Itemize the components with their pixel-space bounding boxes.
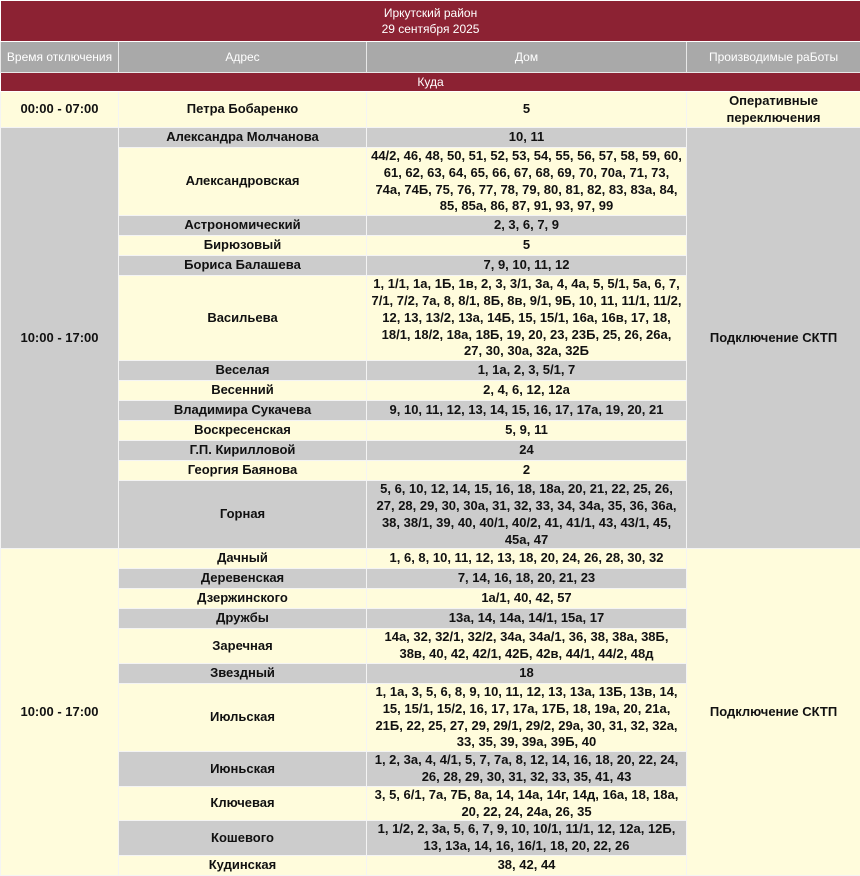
street-name: Дзержинского: [119, 589, 367, 609]
house-numbers: 1, 1/2, 2, 3а, 5, 6, 7, 9, 10, 10/1, 11/1, 12, 12а, 12Б, 13, 13а, 14, 16, 16/1, 18, 20, 22, 26: [367, 821, 687, 856]
house-numbers: 2, 4, 6, 12, 12а: [367, 381, 687, 401]
house-numbers: 2, 3, 6, 7, 9: [367, 216, 687, 236]
street-name: Дачный: [119, 549, 367, 569]
house-numbers: 44/2, 46, 48, 50, 51, 52, 53, 54, 55, 56, 57, 58, 59, 60, 61, 62, 63, 64, 65, 66, 67, 68, 69, 70, 70а, 71, 73, 74а, 74Б, 75, 76, 77, 78, 79, 80, 81, 82, 83, 83а, 84, 85, 85а, 86, 87, 91, 93, 97, 99: [367, 148, 687, 216]
street-name: Веселая: [119, 361, 367, 381]
street-name: Июльская: [119, 683, 367, 751]
table-row: [1, 128, 860, 148]
house-numbers: 7, 14, 16, 18, 20, 21, 23: [367, 569, 687, 589]
street-name: Ключевая: [119, 786, 367, 821]
column-header-time: Время отключения: [1, 42, 119, 73]
group-row: [1, 73, 860, 92]
house-numbers: 1, 1а, 3, 5, 6, 8, 9, 10, 11, 12, 13, 13а, 13Б, 13в, 14, 15, 15/1, 15/2, 16, 17, 17а, 17Б, 18, 19а, 20, 21а, 21Б, 22, 25, 27, 29, 29/1, 29/2, 29а, 30, 31, 32, 32а, 33, 35, 39, 39а, 39Б, 40: [367, 683, 687, 751]
street-name: Дружбы: [119, 609, 367, 629]
table-title: [1, 1, 860, 42]
table-row: [1, 549, 860, 569]
outage-time: 10:00 - 17:00: [1, 128, 119, 549]
street-name: Александра Молчанова: [119, 128, 367, 148]
house-numbers: 1а/1, 40, 42, 57: [367, 589, 687, 609]
street-name: Июньская: [119, 752, 367, 787]
house-numbers: 1, 1/1, 1а, 1Б, 1в, 2, 3, 3/1, 3а, 4, 4а, 5, 5/1, 5а, 6, 7, 7/1, 7/2, 7а, 8, 8/1, 8Б, 8в, 9/1, 9Б, 10, 11, 11/1, 11/2, 12, 13, 13/2, 13а, 14Б, 15, 15/1, 16а, 16в, 17, 18, 18/1, 18/2, 18а, 18Б, 19, 20, 23, 23Б, 25, 26, 26а, 27, 30, 30а, 32а, 32Б: [367, 276, 687, 361]
house-numbers: 13а, 14, 14а, 14/1, 15а, 17: [367, 609, 687, 629]
column-header-address: Адрес: [119, 42, 367, 73]
street-name: Воскресенская: [119, 421, 367, 441]
house-numbers: 3, 5, 6/1, 7а, 7Б, 8а, 14, 14а, 14г, 14д, 16а, 18, 18а, 20, 22, 24, 24а, 26, 35: [367, 786, 687, 821]
table-row: [1, 92, 860, 128]
house-numbers: 1, 6, 8, 10, 11, 12, 13, 18, 20, 24, 26, 28, 30, 32: [367, 549, 687, 569]
house-numbers: 5, 6, 10, 12, 14, 15, 16, 18, 18а, 20, 21, 22, 25, 26, 27, 28, 29, 30, 30а, 31, 32, 33, 34, 34а, 35, 36, 36а, 38, 38/1, 39, 40, 40/1, 40/2, 41, 41/1, 43, 43/1, 45, 45а, 47: [367, 481, 687, 549]
outage-time: 00:00 - 07:00: [1, 92, 119, 128]
street-name: Владимира Сукачева: [119, 401, 367, 421]
street-name: Кудинская: [119, 855, 367, 875]
outage-date: 29 сентября 2025: [5, 21, 856, 37]
street-name: Бирюзовый: [119, 236, 367, 256]
house-numbers: 5: [367, 92, 687, 128]
column-header-row: [1, 42, 860, 73]
street-name: Петра Бобаренко: [119, 92, 367, 128]
works-description: Оперативные переключения: [687, 92, 860, 128]
works-description: Подключение СКТП: [687, 128, 860, 549]
street-name: Деревенская: [119, 569, 367, 589]
street-name: Астрономический: [119, 216, 367, 236]
house-numbers: 7, 9, 10, 11, 12: [367, 256, 687, 276]
house-numbers: 5, 9, 11: [367, 421, 687, 441]
street-name: Бориса Балашева: [119, 256, 367, 276]
works-description: Подключение СКТП: [687, 549, 860, 876]
house-numbers: 14а, 32, 32/1, 32/2, 34а, 34а/1, 36, 38, 38а, 38Б, 38в, 40, 42, 42/1, 42Б, 42в, 44/1, 44/2, 48д: [367, 629, 687, 664]
street-name: Г.П. Кирилловой: [119, 441, 367, 461]
group-name: Куда: [1, 73, 860, 92]
street-name: Васильева: [119, 276, 367, 361]
house-numbers: 2: [367, 461, 687, 481]
house-numbers: 5: [367, 236, 687, 256]
house-numbers: 24: [367, 441, 687, 461]
column-header-works: Производимые раБоты: [687, 42, 860, 73]
street-name: Горная: [119, 481, 367, 549]
street-name: Заречная: [119, 629, 367, 664]
title-row: [1, 1, 860, 42]
column-header-house: Дом: [367, 42, 687, 73]
district-name: Иркутский район: [5, 5, 856, 21]
house-numbers: 9, 10, 11, 12, 13, 14, 15, 16, 17, 17а, 19, 20, 21: [367, 401, 687, 421]
house-numbers: 1, 1а, 2, 3, 5/1, 7: [367, 361, 687, 381]
house-numbers: 18: [367, 663, 687, 683]
street-name: Звездный: [119, 663, 367, 683]
outage-time: 10:00 - 17:00: [1, 549, 119, 876]
house-numbers: 10, 11: [367, 128, 687, 148]
street-name: Георгия Баянова: [119, 461, 367, 481]
street-name: Кошевого: [119, 821, 367, 856]
house-numbers: 1, 2, 3а, 4, 4/1, 5, 7, 7а, 8, 12, 14, 16, 18, 20, 22, 24, 26, 28, 29, 30, 31, 32, 33, 35, 41, 43: [367, 752, 687, 787]
house-numbers: 38, 42, 44: [367, 855, 687, 875]
street-name: Александровская: [119, 148, 367, 216]
street-name: Весенний: [119, 381, 367, 401]
